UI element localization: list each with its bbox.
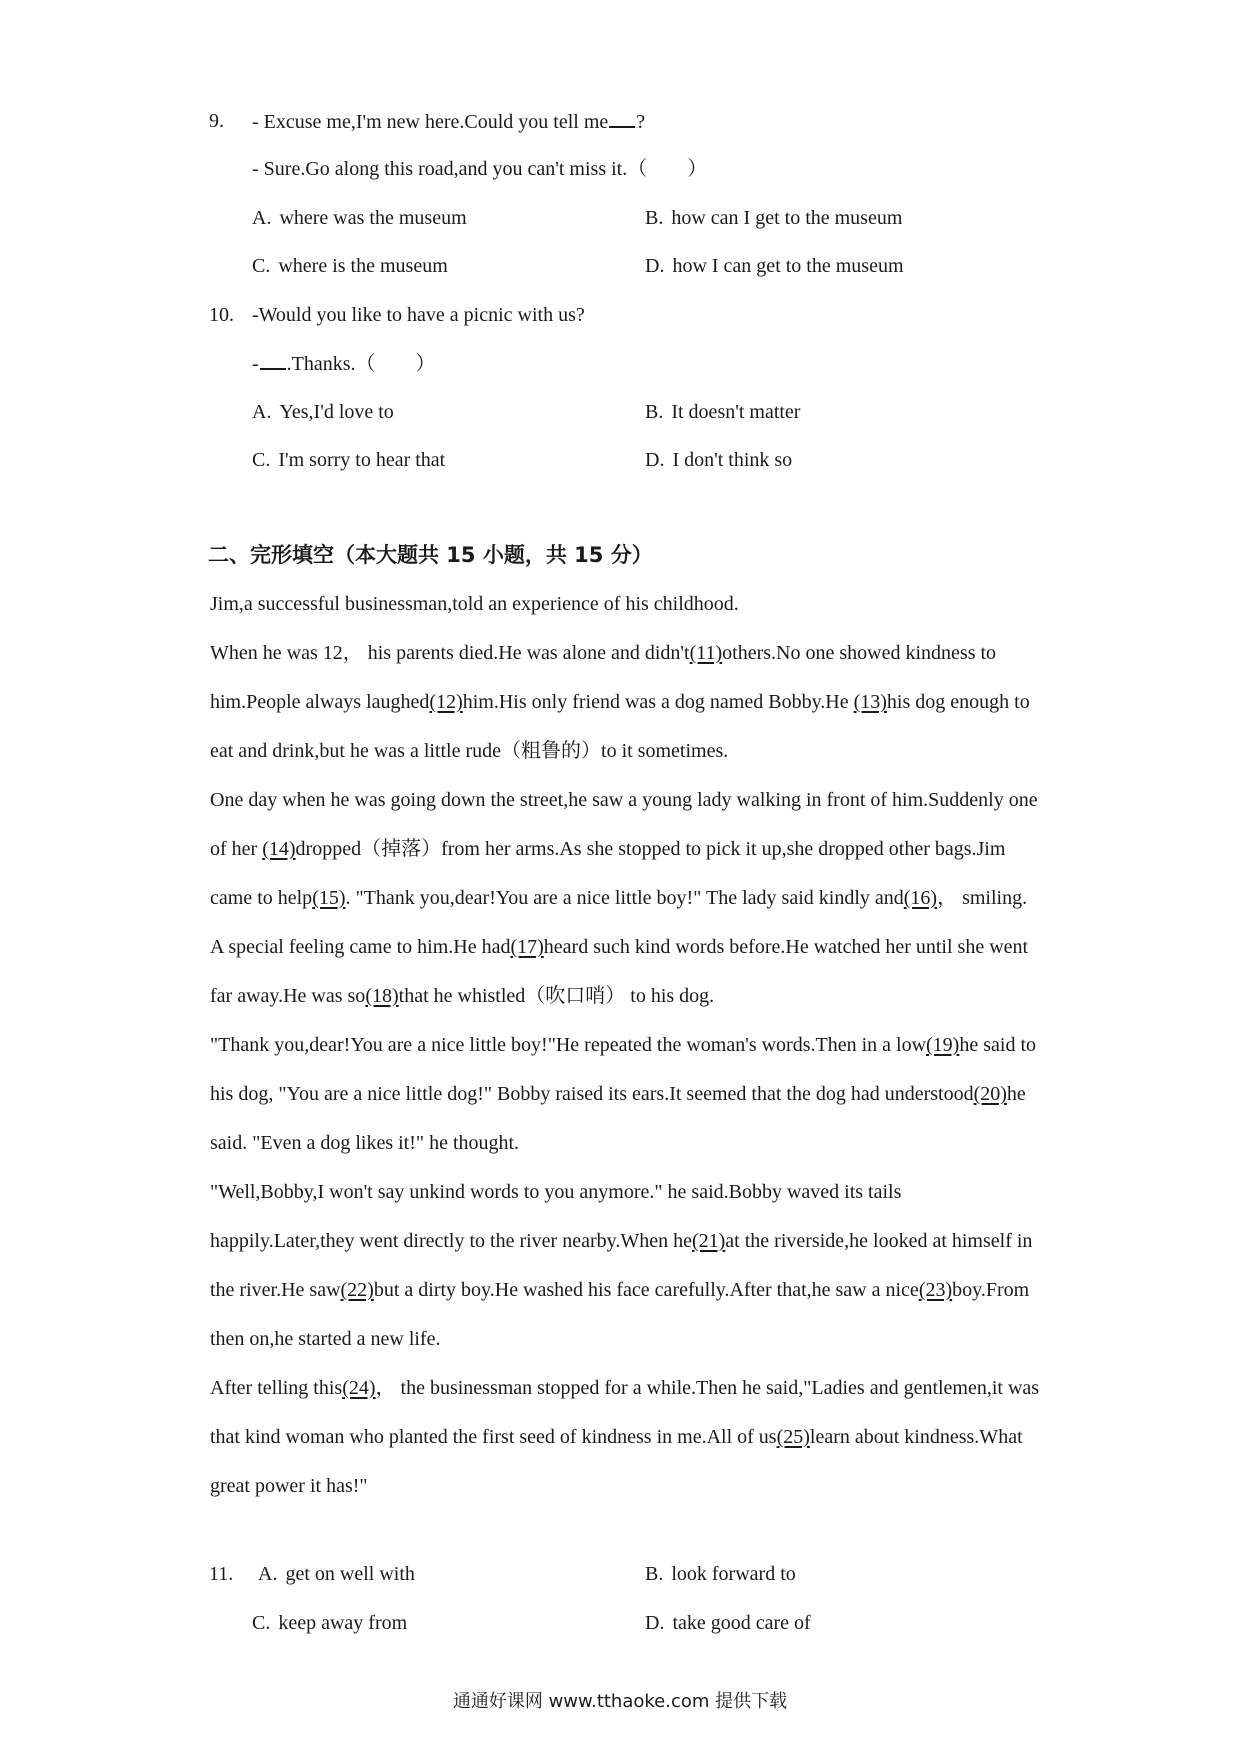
option-text: how I can get to the museum — [672, 255, 904, 277]
passage-text: "Thank you,dear!You are a nice little boy!"He repeated the woman's words.Then in a low — [210, 1034, 927, 1056]
option-text: how can I get to the museum — [671, 207, 903, 229]
blank-number: (15) — [312, 887, 346, 909]
option-text: get on well with — [285, 1563, 415, 1585]
option-letter: D. — [645, 1612, 665, 1634]
passage-text: his dog enough to eat and drink,but he was a little rude（粗鲁的）to it sometimes. — [210, 691, 1030, 762]
passage-paragraph — [210, 776, 1040, 923]
question-prompt: -Would you like to have a picnic with us? — [252, 304, 585, 326]
passage-paragraph: Jim,a successful businessman,told an experience of his childhood. — [210, 593, 739, 615]
passage-text: at the riverside,he looked at himself in the river.He saw — [210, 1230, 1033, 1301]
cloze-passage — [210, 580, 1040, 1511]
option-c[interactable] — [252, 1610, 407, 1636]
option-text: I don't think so — [672, 449, 793, 471]
passage-text: . "Thank you,dear!You are a nice little boy!" The lady said kindly and — [345, 887, 904, 909]
passage-text: "Well,Bobby,I won't say unkind words to you anymore." he said.Bobby waved its tails happily.Later,they went directly to the river nearby.When he — [210, 1181, 902, 1252]
option-letter: C. — [252, 1612, 271, 1634]
passage-text: he said. "Even a dog likes it!" he thought. — [210, 1083, 1026, 1154]
option-text: where is the museum — [278, 255, 448, 277]
option-a[interactable] — [258, 1561, 415, 1587]
section-title: 二、完形填空（本大题共 15 小题，共 15 分） — [208, 543, 653, 567]
passage-text: learn about kindness.What great power it has!" — [210, 1426, 1023, 1497]
blank-number: (21) — [691, 1230, 726, 1252]
blank-number: (11) — [689, 642, 723, 664]
question-prompt — [252, 108, 645, 135]
option-letter: B. — [645, 207, 664, 229]
passage-text: ， the businessman stopped for a while.Then he said,"Ladies and gentlemen,it was that kind woman who planted the first seed of kindness in me.All of us — [210, 1377, 1040, 1448]
blank-number: (24) — [342, 1377, 376, 1399]
option-d[interactable] — [645, 253, 904, 279]
option-letter: A. — [252, 401, 272, 423]
passage-paragraph — [210, 629, 1040, 776]
prompt-text: - — [252, 353, 259, 375]
question-number: 10. — [209, 304, 234, 326]
passage-text: One day when he was going down the street,he saw a young lady walking in front of him.Suddenly one of her — [210, 789, 1038, 860]
blank-number: (17) — [510, 936, 544, 958]
option-letter: A. — [252, 207, 272, 229]
blank-number: (25) — [776, 1426, 810, 1448]
option-text: where was the museum — [279, 207, 467, 229]
option-text: It doesn't matter — [671, 401, 801, 423]
option-c[interactable] — [252, 447, 445, 473]
passage-text: but a dirty boy.He washed his face carefully.After that,he saw a nice — [373, 1279, 919, 1301]
passage-paragraph — [210, 1021, 1040, 1168]
option-text: keep away from — [278, 1612, 408, 1634]
option-a[interactable] — [252, 399, 394, 425]
answer-blank — [609, 108, 635, 128]
passage-text: A special feeling came to him.He had — [210, 936, 511, 958]
passage-paragraph — [210, 1168, 1040, 1364]
question-response — [252, 350, 436, 377]
option-text: I'm sorry to hear that — [278, 449, 446, 471]
option-b[interactable] — [645, 205, 902, 231]
blank-number: (16) — [903, 887, 938, 909]
prompt-text: ? — [636, 111, 646, 133]
option-letter: C. — [252, 449, 271, 471]
blank-number: (20) — [973, 1083, 1007, 1105]
passage-text: he said to his dog, "You are a nice little dog!" Bobby raised its ears.It seemed that the dog had understood — [210, 1034, 1036, 1105]
blank-number: (18) — [365, 985, 399, 1007]
passage-text: When he was 12， his parents died.He was alone and didn't — [210, 642, 690, 664]
passage-text: boy.From then on,he started a new life. — [210, 1279, 1030, 1350]
option-d[interactable] — [645, 1610, 811, 1636]
option-b[interactable] — [645, 399, 800, 425]
passage-text: heard such kind words before.He watched her until she went far away.He was so — [210, 936, 1029, 1007]
option-text: Yes,I'd love to — [279, 401, 394, 423]
passage-text: him.His only friend was a dog named Bobby.He — [462, 691, 854, 713]
question-number: 9. — [209, 110, 224, 132]
blank-number: (19) — [926, 1034, 960, 1056]
option-letter: C. — [252, 255, 271, 277]
blank-number: (22) — [340, 1279, 374, 1301]
blank-number: (14) — [262, 838, 296, 860]
blank-number: (12) — [429, 691, 463, 713]
question-response: - Sure.Go along this road,and you can't miss it.（ ） — [252, 158, 708, 180]
option-letter: B. — [645, 401, 664, 423]
option-letter: D. — [645, 449, 665, 471]
option-d[interactable] — [645, 447, 792, 473]
passage-paragraph — [210, 1364, 1040, 1511]
answer-blank — [260, 350, 286, 370]
option-text: take good care of — [672, 1612, 811, 1634]
passage-text: dropped（掉落）from her arms.As she stopped to pick it up,she dropped other bags.Jim came to help — [210, 838, 1006, 909]
page-footer: 通通好课网 www.tthaoke.com 提供下载 — [452, 1691, 788, 1712]
blank-number: (23) — [918, 1279, 953, 1301]
option-a[interactable] — [252, 205, 467, 231]
option-letter: A. — [258, 1563, 278, 1585]
prompt-text: .Thanks.（ ） — [286, 353, 436, 375]
passage-text: ， smiling. — [937, 887, 1028, 909]
option-c[interactable] — [252, 253, 448, 279]
passage-text: After telling this — [210, 1377, 343, 1399]
question-number: 11. — [209, 1563, 234, 1585]
blank-number: (13) — [853, 691, 887, 713]
passage-text: that he whistled（吹口哨） to his dog. — [398, 985, 715, 1007]
passage-paragraph — [210, 923, 1040, 1021]
option-letter: D. — [645, 255, 665, 277]
option-letter: B. — [645, 1563, 664, 1585]
prompt-text: - Excuse me,I'm new here.Could you tell me — [252, 111, 609, 133]
option-text: look forward to — [671, 1563, 796, 1585]
option-b[interactable] — [645, 1561, 796, 1587]
passage-text: others.No one showed kindness to him.People always laughed — [210, 642, 997, 713]
